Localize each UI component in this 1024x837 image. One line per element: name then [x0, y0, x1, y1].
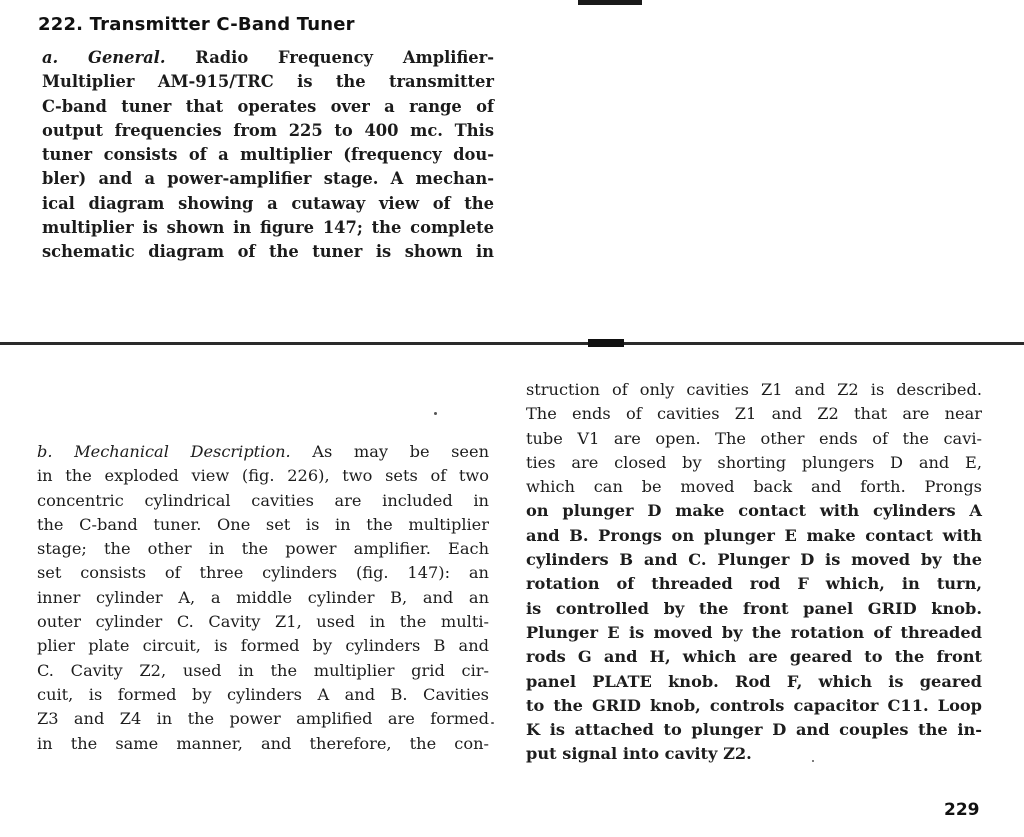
- paragraph-line: cuit, is formed by cylinders A and B. Cavities: [37, 684, 489, 704]
- paragraph-line: in the same manner, and therefore, the con-: [37, 733, 489, 753]
- paragraph-line: which can be moved back and forth. Prongs: [526, 477, 982, 497]
- separator-mark: [588, 339, 624, 347]
- paragraph-line: schematic diagram of the tuner is shown in: [42, 242, 494, 262]
- paragraph-line: cylinders B and C. Plunger D is moved by the: [526, 550, 982, 570]
- paragraph-line: Z3 and Z4 in the power amplified are formed: [37, 709, 489, 729]
- paragraph-line: tube V1 are open. The other ends of the cavi-: [526, 428, 982, 448]
- paragraph-line: multiplier is shown in figure 147; the complete: [42, 218, 494, 238]
- paragraph-line: rotation of threaded rod F which, in turn,: [526, 574, 982, 594]
- paragraph-line: K is attached to plunger D and couples the in-: [526, 720, 982, 740]
- paragraph-line: b. Mechanical Description. As may be seen: [37, 442, 489, 461]
- paragraph-line: output frequencies from 225 to 400 mc. This: [42, 120, 494, 140]
- paragraph-line: C. Cavity Z2, used in the multiplier grid cir-: [37, 660, 489, 680]
- paragraph-line: panel PLATE knob. Rod F, which is geared: [526, 671, 982, 691]
- paragraph-line: stage; the other in the power amplifier. Each: [37, 539, 489, 559]
- paragraph-line: ical diagram showing a cutaway view of the: [42, 193, 494, 213]
- paragraph-line: a. General. Radio Frequency Amplifier-: [42, 48, 494, 67]
- paragraph-line: set consists of three cylinders (fig. 147): an: [37, 563, 489, 583]
- registration-mark: [578, 0, 642, 5]
- general-paragraph: [42, 46, 494, 265]
- paragraph-line: ties are closed by shorting plungers D and E,: [526, 452, 982, 472]
- paragraph-lead-in: b. Mechanical Description.: [37, 442, 291, 461]
- page-number: 229: [944, 800, 980, 820]
- paragraph-line: plier plate circuit, is formed by cylinders B and: [37, 636, 489, 656]
- paragraph-line: and B. Prongs on plunger E make contact with: [526, 525, 982, 545]
- paragraph-line: on plunger D make contact with cylinders A: [526, 501, 982, 521]
- paragraph-line: The ends of cavities Z1 and Z2 that are near: [526, 404, 982, 424]
- paragraph-line: bler) and a power-amplifier stage. A mechan-: [42, 169, 494, 189]
- paragraph-line: the C-band tuner. One set is in the multiplier: [37, 514, 489, 534]
- page-separator-rule: [0, 342, 1024, 345]
- paragraph-line: Plunger E is moved by the rotation of threaded: [526, 622, 982, 642]
- paragraph-lead-in: a. General.: [42, 48, 166, 67]
- paragraph-line: put signal into cavity Z2.: [526, 744, 752, 764]
- mechanical-description-column: [37, 440, 489, 756]
- scan-speck: [434, 412, 437, 415]
- paragraph-line: concentric cylindrical cavities are included in: [37, 490, 489, 510]
- paragraph-line: in the exploded view (fig. 226), two sets of two: [37, 466, 489, 486]
- scan-speck: [491, 722, 494, 724]
- continued-description-column: [526, 378, 982, 767]
- paragraph-line: is controlled by the front panel GRID knob.: [526, 598, 982, 618]
- paragraph-line: struction of only cavities Z1 and Z2 is described.: [526, 380, 982, 399]
- paragraph-line: inner cylinder A, a middle cylinder B, and an: [37, 587, 489, 607]
- paragraph-line: tuner consists of a multiplier (frequency dou-: [42, 145, 494, 165]
- paragraph-line: to the GRID knob, controls capacitor C11. Loop: [526, 695, 982, 715]
- paragraph-line: rods G and H, which are geared to the front: [526, 647, 982, 667]
- section-heading: 222. Transmitter C-Band Tuner: [38, 14, 355, 35]
- paragraph-line: outer cylinder C. Cavity Z1, used in the multi-: [37, 612, 489, 632]
- paragraph-line: Multiplier AM-915/TRC is the transmitter: [42, 72, 494, 92]
- paragraph-line: C-band tuner that operates over a range of: [42, 96, 494, 116]
- scan-speck: [812, 760, 814, 762]
